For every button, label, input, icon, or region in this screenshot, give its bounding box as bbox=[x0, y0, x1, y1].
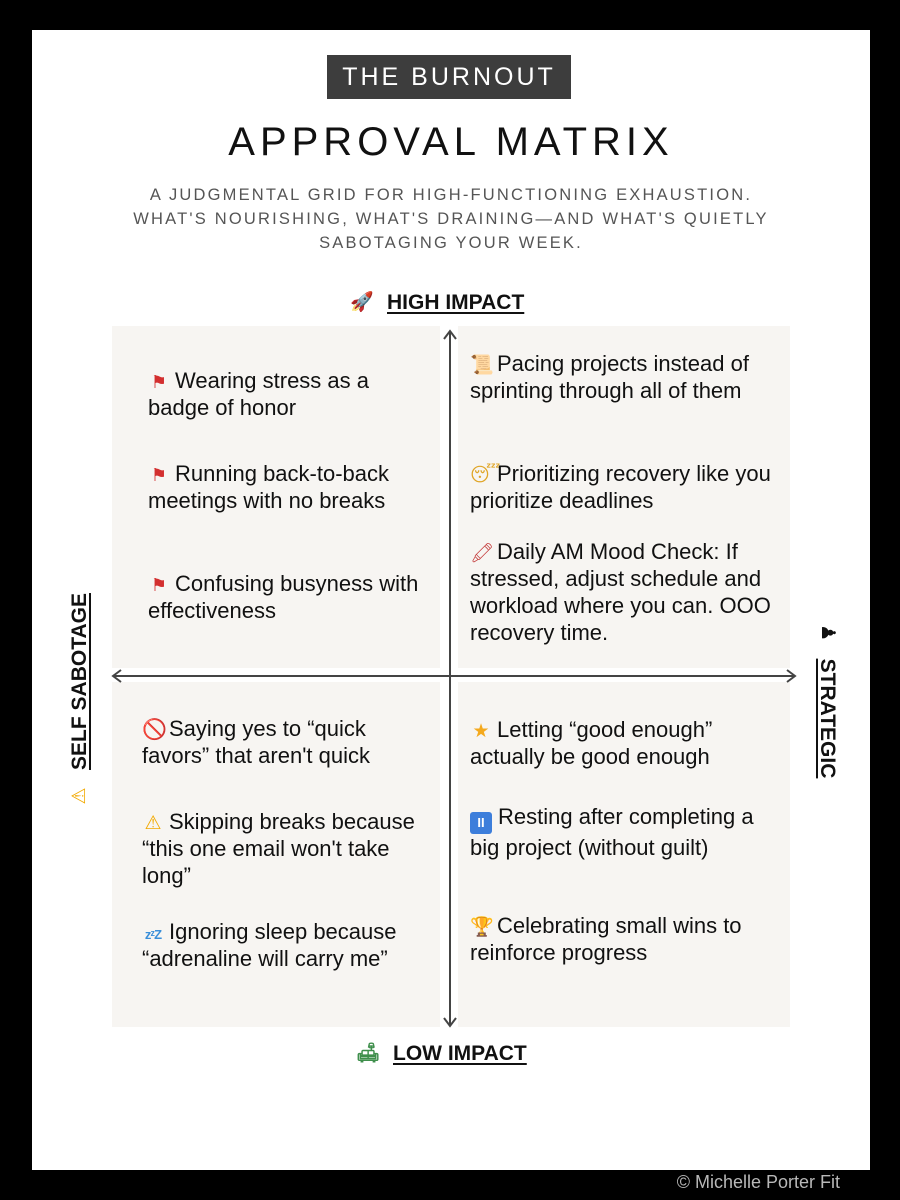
item-text: Celebrating small wins to reinforce progress bbox=[470, 913, 742, 965]
item-text: Resting after completing a big project (without guilt) bbox=[470, 804, 754, 860]
prohibited-icon: 🚫 bbox=[142, 719, 167, 741]
red-flag-icon: ⚑ bbox=[150, 575, 168, 595]
copyright-text: © Michelle Porter Fit bbox=[676, 1172, 840, 1192]
scroll-icon: 📜 bbox=[470, 355, 494, 376]
sleeping-face-icon: 😴 bbox=[470, 465, 501, 486]
red-flag-icon: ⚑ bbox=[150, 465, 168, 485]
axis-label-low-impact bbox=[356, 1042, 527, 1066]
axis-label-text: STRATEGIC bbox=[816, 658, 839, 779]
pen-icon: 🖍 bbox=[470, 543, 495, 564]
zzz-icon: zᶻZ bbox=[144, 927, 162, 942]
warning-icon: ⚠ bbox=[69, 787, 90, 805]
axis-label-high-impact bbox=[350, 291, 524, 315]
axis-label-text: SELF SABOTAGE bbox=[68, 593, 91, 770]
item-text: Running back-to-back meetings with no breaks bbox=[148, 461, 390, 513]
list-item bbox=[470, 912, 785, 966]
warning-icon: ⚠ bbox=[144, 813, 162, 834]
list-item bbox=[470, 350, 785, 404]
list-item bbox=[470, 716, 785, 770]
axis-label-text: LOW IMPACT bbox=[393, 1042, 527, 1065]
item-text: Skipping breaks because “this one email won't take long” bbox=[142, 809, 415, 888]
list-item bbox=[148, 367, 428, 421]
item-text: Ignoring sleep because “adrenaline will carry me” bbox=[142, 919, 397, 971]
list-item bbox=[470, 460, 785, 514]
axis-label-self-sabotage bbox=[68, 593, 92, 807]
item-text: Prioritizing recovery like you prioritize deadlines bbox=[470, 461, 771, 513]
trophy-icon: 🏆 bbox=[470, 917, 494, 938]
list-item bbox=[470, 538, 785, 646]
item-text: Daily AM Mood Check: If stressed, adjust schedule and workload where you can. OOO recovery time. bbox=[470, 539, 771, 645]
item-text: Letting “good enough” actually be good enough bbox=[470, 717, 713, 769]
item-text: Wearing stress as a badge of honor bbox=[148, 368, 370, 420]
item-text: Pacing projects instead of sprinting through all of them bbox=[470, 351, 749, 403]
list-item bbox=[148, 460, 433, 514]
page-title: APPROVAL MATRIX bbox=[228, 120, 674, 164]
page-subtitle: A JUDGMENTAL GRID FOR HIGH-FUNCTIONING EXHAUSTION. WHAT'S NOURISHING, WHAT'S DRAINING—AND WHAT'S QUIETLY SABOTAGING YOUR WEEK. bbox=[133, 186, 769, 252]
axis-label-strategic bbox=[815, 622, 839, 779]
list-item bbox=[142, 808, 437, 889]
red-flag-icon: ⚑ bbox=[150, 372, 168, 392]
star-icon: ★ bbox=[472, 721, 490, 742]
pause-icon: II bbox=[470, 812, 492, 834]
item-text: Confusing busyness with effectiveness bbox=[148, 571, 419, 623]
list-item bbox=[148, 570, 433, 624]
couch-icon: 🛋 bbox=[356, 1043, 381, 1064]
item-text: Saying yes to “quick favors” that aren't quick bbox=[142, 716, 370, 768]
rocket-icon: 🚀 bbox=[350, 292, 374, 313]
list-item bbox=[470, 803, 785, 861]
matrix-card bbox=[32, 30, 870, 1170]
list-item bbox=[142, 715, 437, 769]
kicker-banner: THE BURNOUT bbox=[327, 55, 571, 99]
chess-pawn-icon: ♟ bbox=[817, 624, 838, 642]
list-item bbox=[142, 918, 437, 972]
axis-label-text: HIGH IMPACT bbox=[387, 291, 525, 314]
